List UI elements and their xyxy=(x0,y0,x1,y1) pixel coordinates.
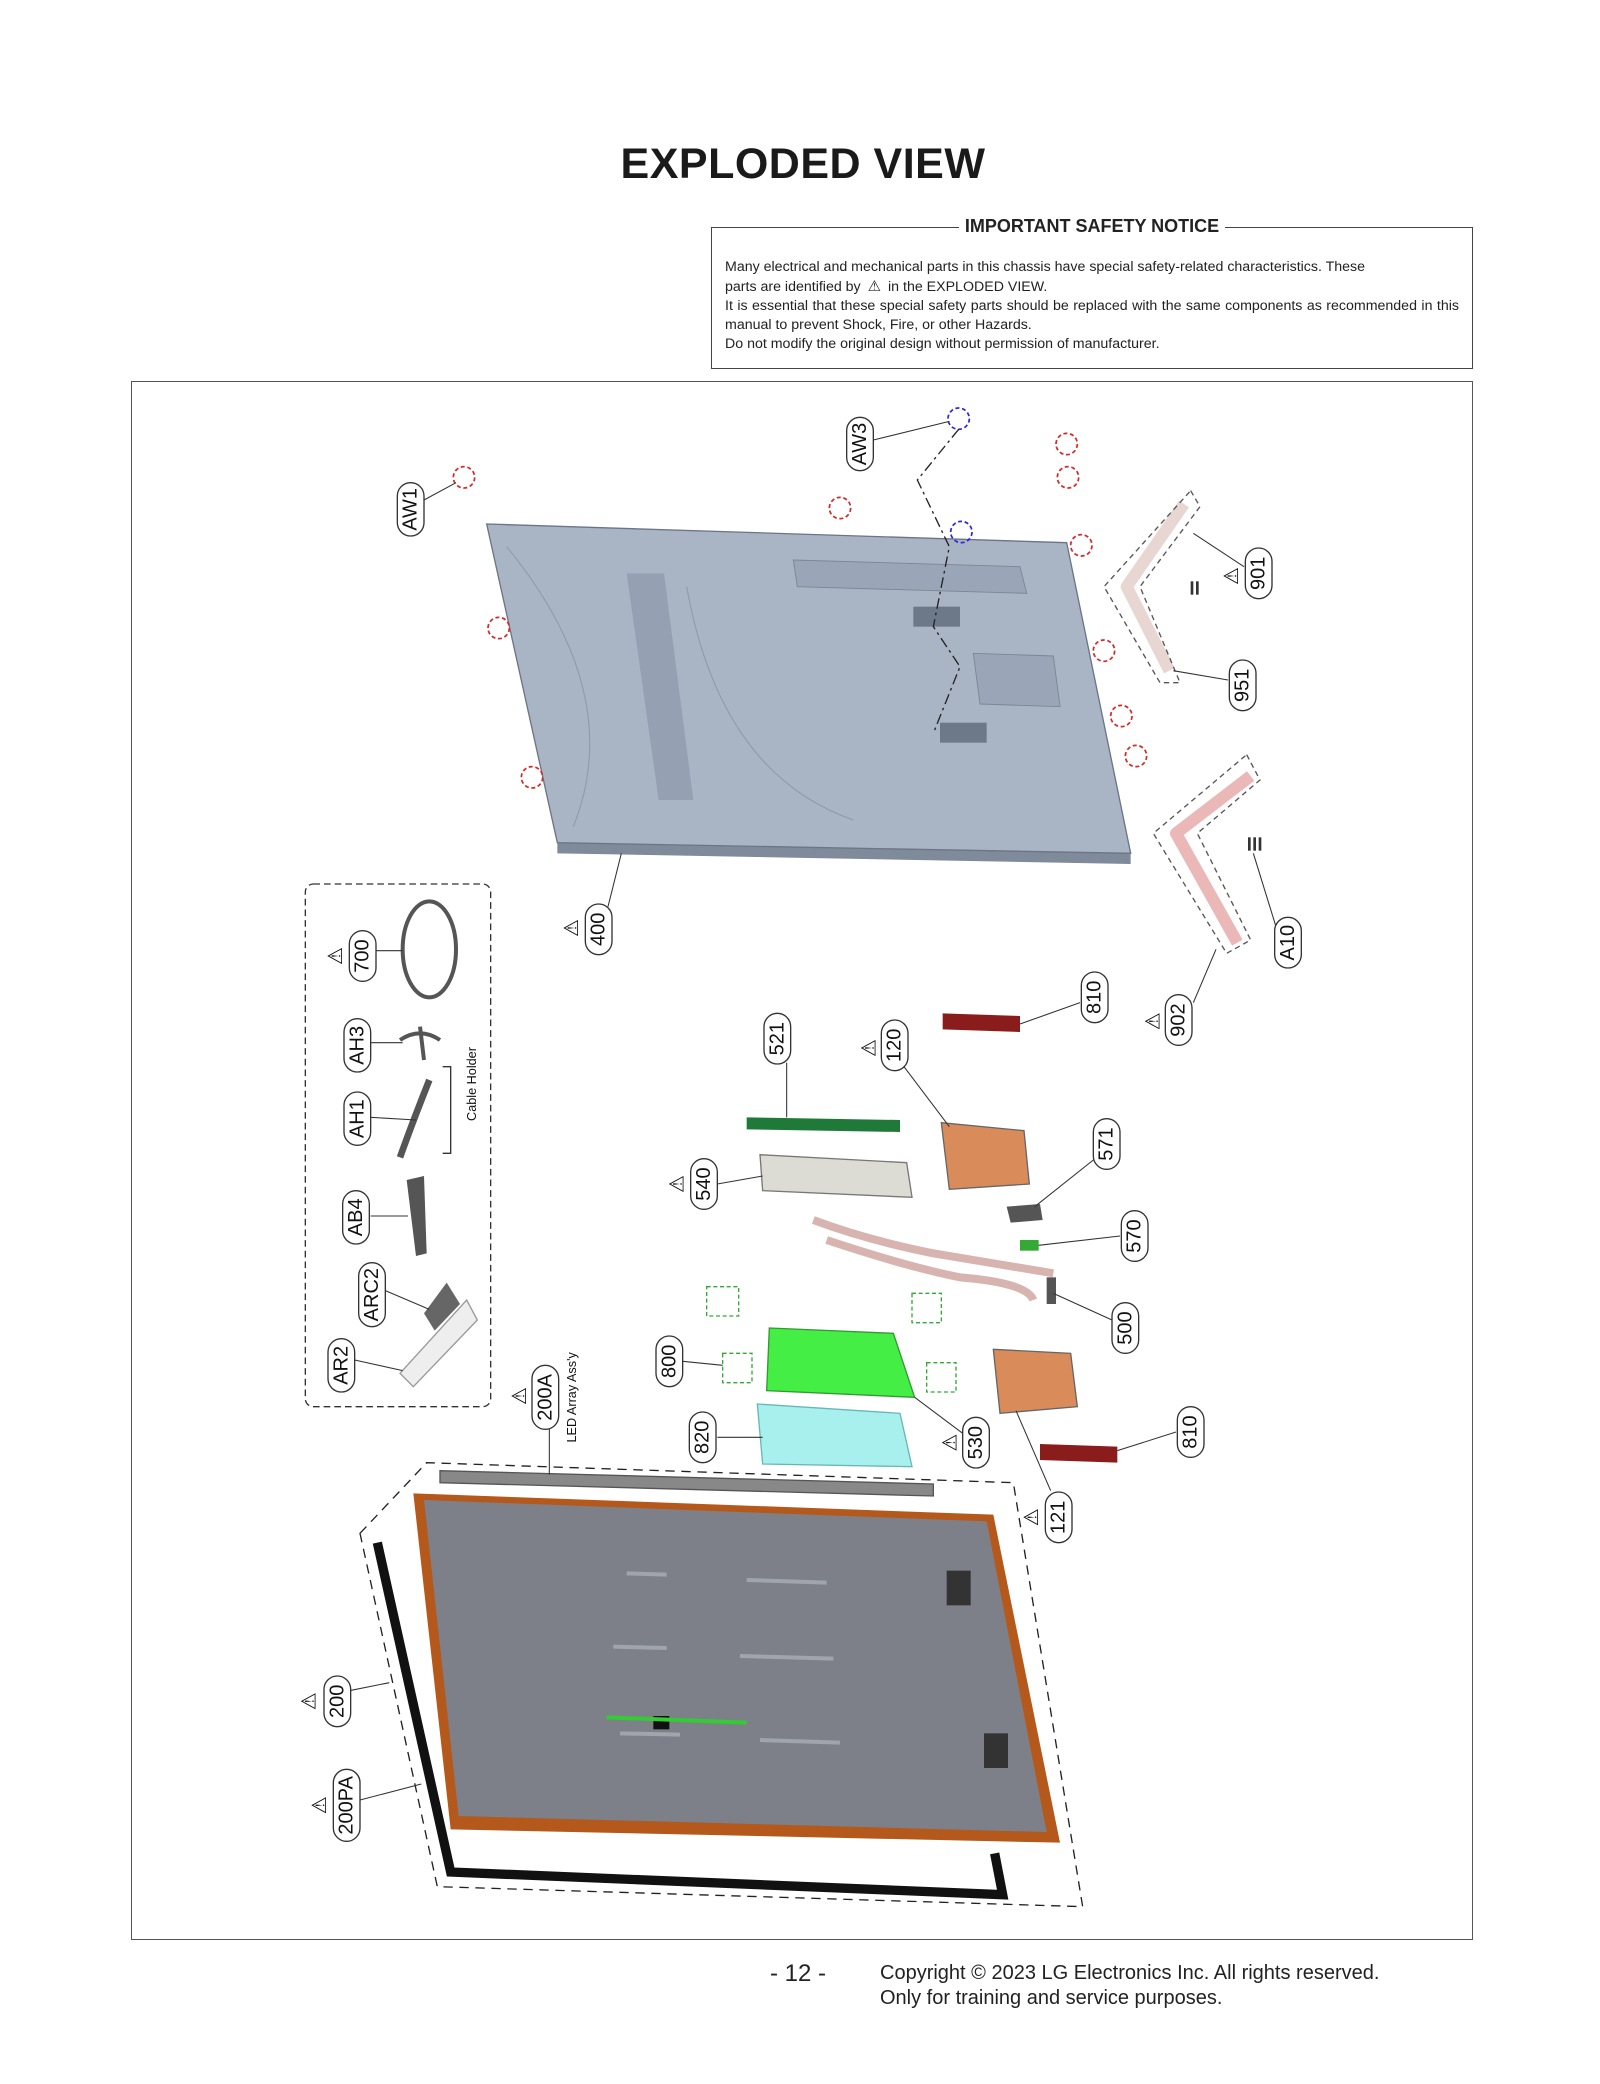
svg-text:121: 121 xyxy=(1047,1500,1070,1535)
page-title: EXPLODED VIEW xyxy=(620,140,986,188)
svg-text:800: 800 xyxy=(658,1344,681,1379)
svg-text:570: 570 xyxy=(1123,1219,1146,1253)
power-board-120 xyxy=(941,1123,1029,1190)
part-570 xyxy=(1020,1240,1039,1251)
svg-text:AR2: AR2 xyxy=(330,1345,353,1385)
callout-A10[interactable] xyxy=(1275,917,1302,968)
warning-triangle-icon: ⚠ xyxy=(666,1175,689,1193)
svg-text:810: 810 xyxy=(1083,980,1106,1015)
part-571 xyxy=(1007,1204,1043,1223)
svg-text:902: 902 xyxy=(1167,1003,1190,1037)
svg-text:120: 120 xyxy=(883,1028,906,1063)
svg-text:AW1: AW1 xyxy=(399,488,422,531)
svg-text:500: 500 xyxy=(1114,1311,1137,1345)
svg-text:200PA: 200PA xyxy=(335,1776,358,1835)
power-board-121 xyxy=(993,1349,1077,1413)
notice-line: It is essential that these special safety parts should be replaced with the same components as recommended in this manual to prevent Shock, Fire, or other Hazards. xyxy=(725,298,1459,333)
svg-text:AW3: AW3 xyxy=(849,422,871,466)
warning-triangle-icon: ⚠ xyxy=(325,947,347,965)
callout-ARC2[interactable] xyxy=(359,1263,386,1327)
svg-text:A10: A10 xyxy=(1277,924,1299,961)
callout-AW3[interactable] xyxy=(847,417,874,470)
brace xyxy=(443,1067,451,1154)
callout-951[interactable] xyxy=(1229,660,1256,711)
back-cover xyxy=(487,524,1131,864)
callout-120[interactable] xyxy=(881,1020,908,1071)
power-cord-700 xyxy=(403,901,456,997)
callout-901[interactable] xyxy=(1245,548,1272,599)
warning-triangle-icon: ⚠ xyxy=(858,1039,881,1057)
svg-text:200: 200 xyxy=(326,1684,349,1719)
callout-820[interactable] xyxy=(689,1412,716,1463)
svg-text:AB4: AB4 xyxy=(345,1198,367,1237)
callout-AH1[interactable] xyxy=(344,1092,371,1145)
callout-810[interactable] xyxy=(1081,972,1108,1023)
callout-540[interactable] xyxy=(691,1159,718,1210)
warning-triangle-icon: ⚠ xyxy=(561,919,583,937)
svg-text:700: 700 xyxy=(351,939,374,973)
sheet-820 xyxy=(757,1404,912,1467)
stand-902 xyxy=(1153,755,1260,954)
warning-triangle-icon: ⚠ xyxy=(1221,567,1243,585)
cables-500 xyxy=(813,1220,1053,1300)
notice-line: Many electrical and mechanical parts in this chassis have special safety-related characteristics. These xyxy=(725,259,1366,275)
cable-tie-AH1 xyxy=(400,1080,429,1157)
svg-text:820: 820 xyxy=(691,1420,714,1455)
callout-521[interactable] xyxy=(764,1013,791,1064)
callout-810[interactable] xyxy=(1177,1407,1204,1458)
cable-holder-AH3 xyxy=(400,1027,440,1060)
notice-line: in the EXPLODED VIEW. xyxy=(888,279,1048,295)
warning-triangle-icon: ⚠ xyxy=(867,278,882,295)
warning-triangle-icon: ⚠ xyxy=(509,1387,531,1405)
callout-571[interactable] xyxy=(1093,1119,1120,1170)
svg-text:400: 400 xyxy=(587,912,610,947)
warning-triangle-icon: ⚠ xyxy=(939,1433,962,1452)
callout-500[interactable] xyxy=(1112,1303,1139,1354)
svg-text:530: 530 xyxy=(965,1425,987,1460)
svg-text:951: 951 xyxy=(1231,668,1254,703)
led-array-label: LED Array Ass'y xyxy=(565,1352,579,1443)
warning-triangle-icon: ⚠ xyxy=(309,1796,331,1815)
callout-902[interactable] xyxy=(1165,995,1192,1046)
callout-700[interactable] xyxy=(349,931,376,982)
callout-AR2[interactable] xyxy=(328,1339,355,1392)
callout-AW1[interactable] xyxy=(397,483,424,536)
speaker-810 xyxy=(1040,1444,1117,1463)
cable-management-AB4 xyxy=(407,1176,427,1256)
callout-800[interactable] xyxy=(656,1336,683,1387)
callout-530[interactable] xyxy=(963,1417,990,1468)
svg-text:571: 571 xyxy=(1095,1127,1118,1161)
copyright-line: Copyright © 2023 LG Electronics Inc. All rights reserved. xyxy=(880,1962,1380,1984)
svg-text:810: 810 xyxy=(1179,1415,1202,1449)
led-array-200A xyxy=(440,1471,933,1496)
callout-200[interactable] xyxy=(324,1676,351,1727)
notice-line: Do not modify the original design without permission of manufacturer. xyxy=(725,336,1160,352)
safety-notice-title: IMPORTANT SAFETY NOTICE xyxy=(959,216,1225,236)
page-number: - 12 - xyxy=(770,1960,827,1987)
cable-holder-label: Cable Holder xyxy=(465,1047,479,1121)
board-521 xyxy=(747,1117,900,1132)
svg-text:540: 540 xyxy=(693,1167,715,1201)
callout-400[interactable] xyxy=(585,904,612,955)
callout-121[interactable] xyxy=(1045,1492,1072,1543)
svg-text:200A: 200A xyxy=(534,1373,557,1421)
copyright-line: Only for training and service purposes. xyxy=(880,1987,1223,2009)
svg-text:901: 901 xyxy=(1247,556,1270,591)
part-500 xyxy=(1047,1277,1056,1304)
notice-line: parts are identified by xyxy=(725,279,861,295)
svg-text:521: 521 xyxy=(766,1021,789,1056)
svg-text:ARC2: ARC2 xyxy=(361,1267,383,1322)
warning-triangle-icon: ⚠ xyxy=(1142,1012,1165,1031)
board-800 xyxy=(767,1328,915,1397)
callout-570[interactable] xyxy=(1121,1211,1148,1262)
warning-triangle-icon: ⚠ xyxy=(1021,1508,1043,1527)
copyright xyxy=(880,1961,1379,2011)
stand-901 xyxy=(1104,491,1200,683)
callout-AH3[interactable] xyxy=(344,1019,371,1072)
speaker-810 xyxy=(943,1013,1020,1032)
svg-text:AH3: AH3 xyxy=(346,1025,369,1065)
main-board-540 xyxy=(760,1155,912,1198)
callout-200A[interactable] xyxy=(532,1365,559,1429)
svg-text:AH1: AH1 xyxy=(346,1099,369,1139)
warning-triangle-icon: ⚠ xyxy=(298,1692,321,1711)
callout-200PA[interactable] xyxy=(333,1769,360,1841)
callout-AB4[interactable] xyxy=(343,1191,370,1244)
